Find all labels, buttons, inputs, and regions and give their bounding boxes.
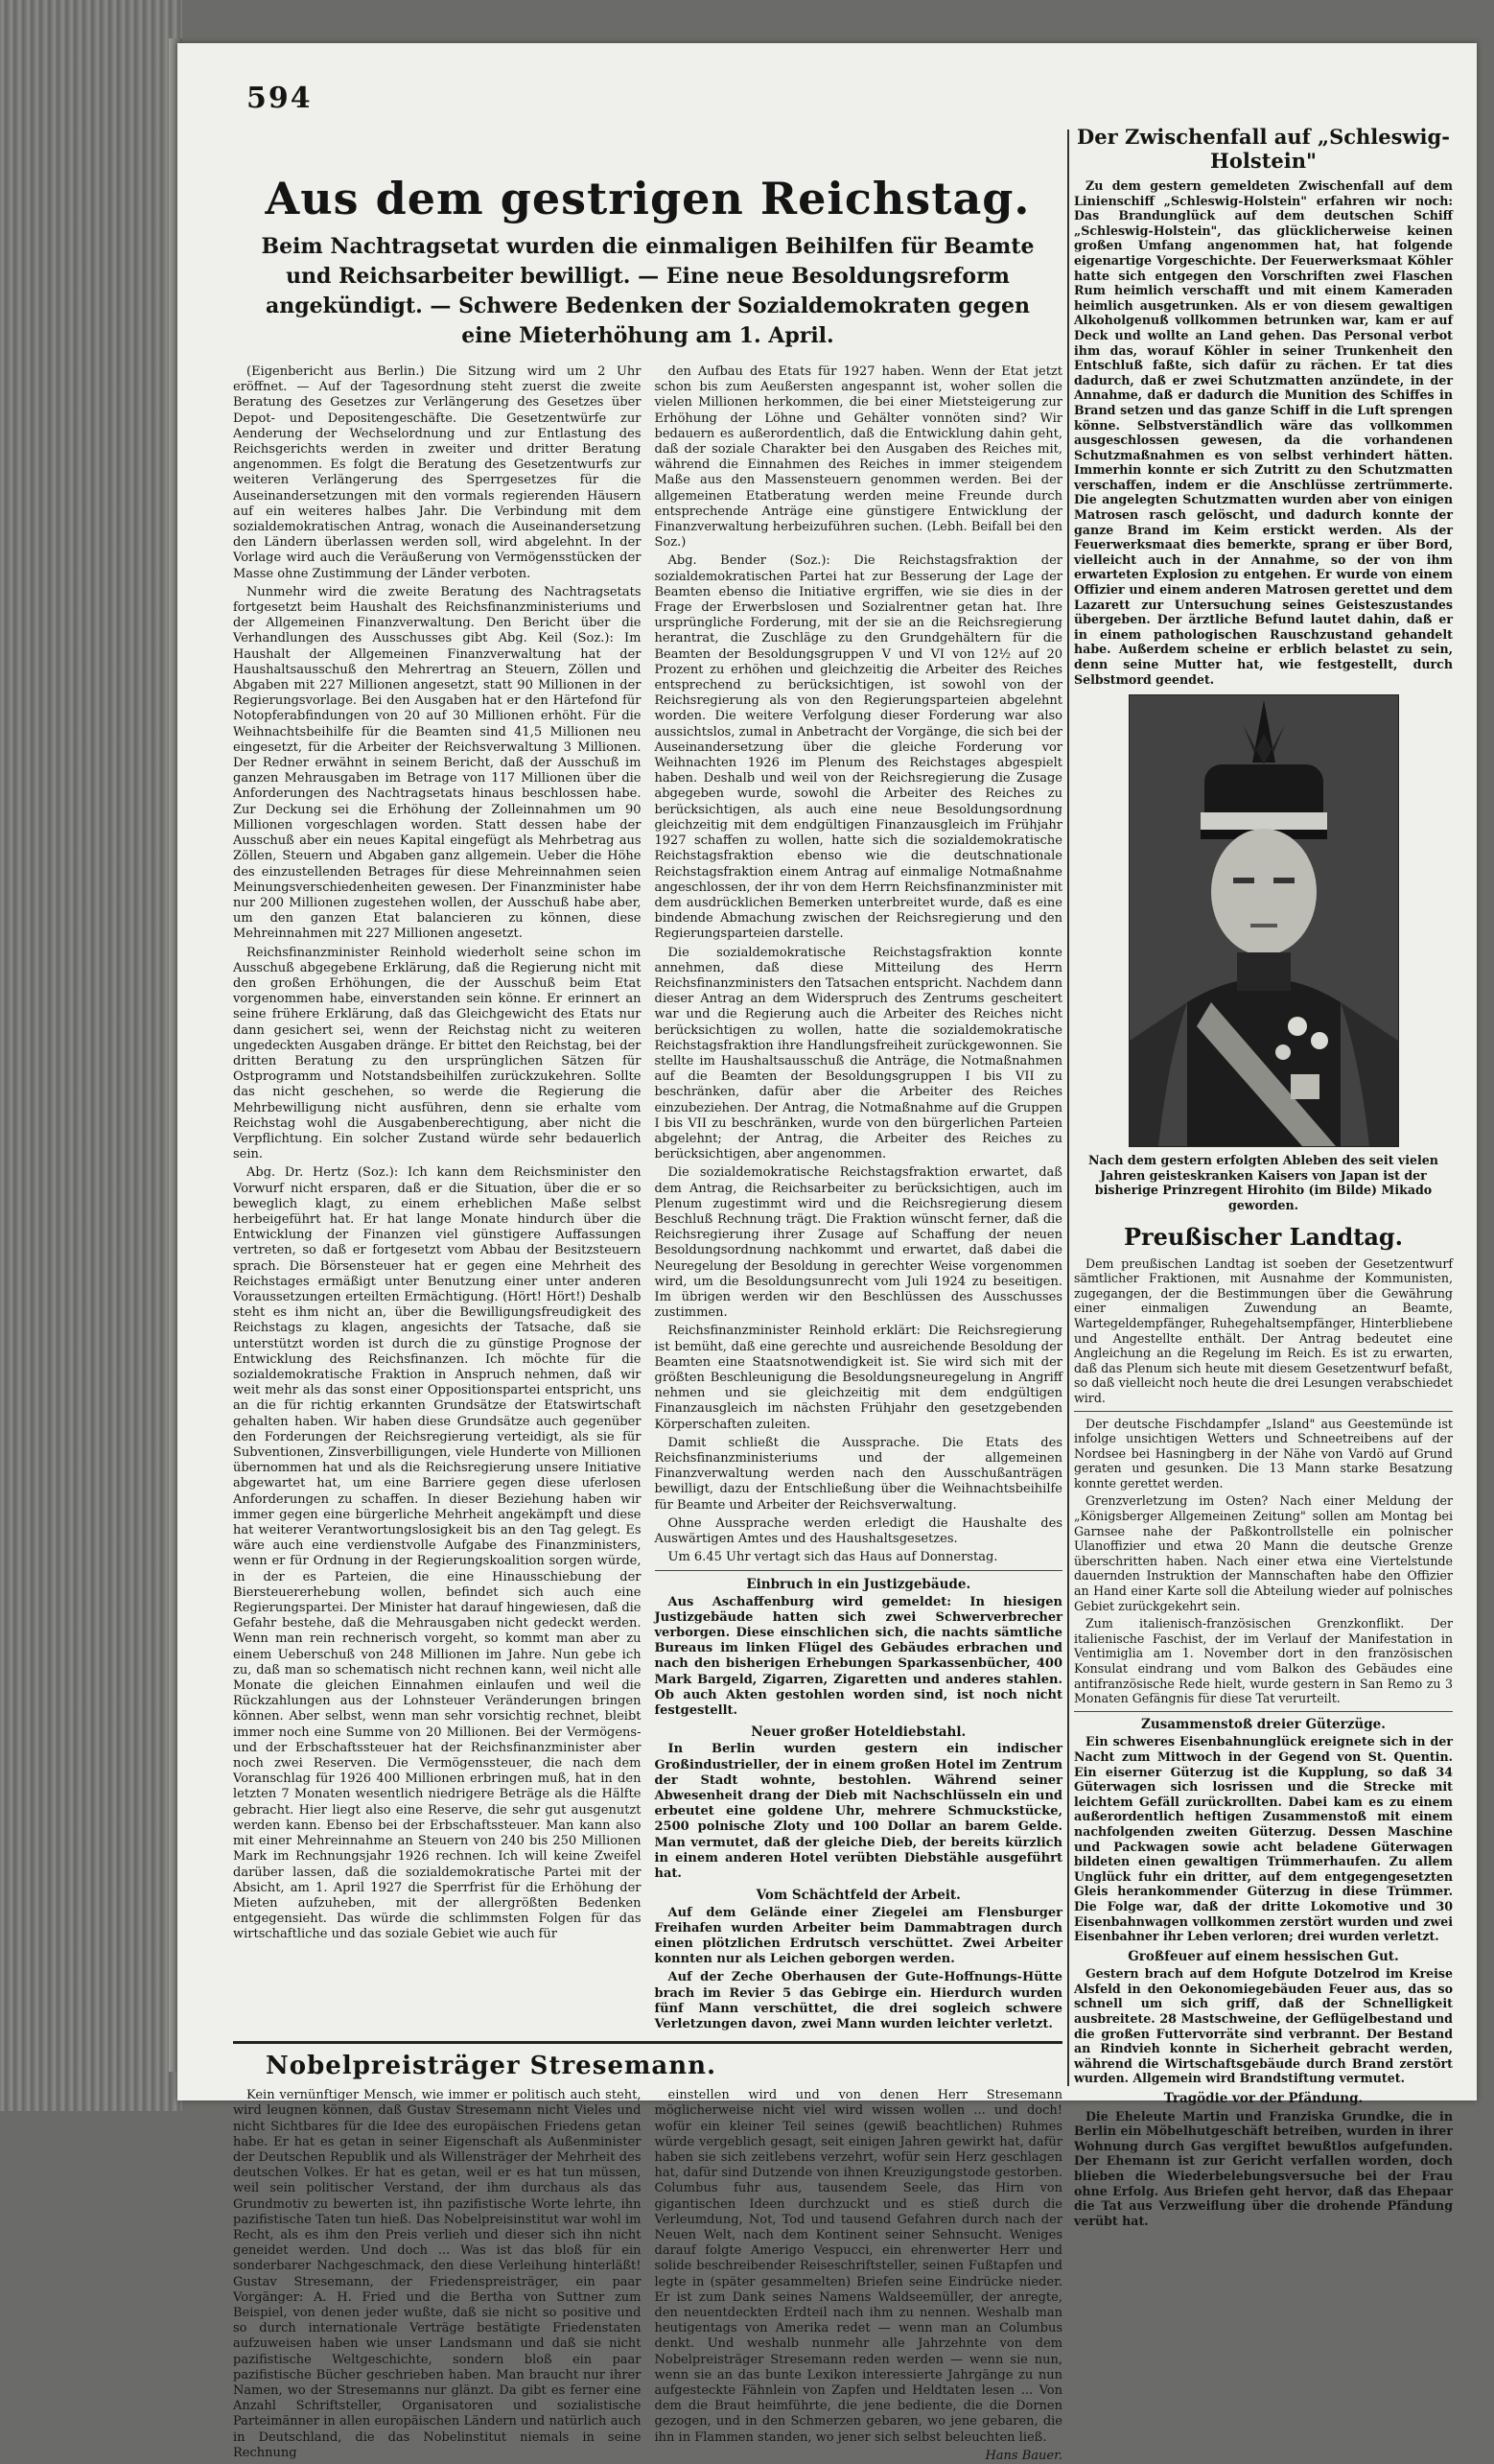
column-rule xyxy=(1067,129,1069,2086)
portrait-photo xyxy=(1129,694,1399,1147)
nobel-column-1 xyxy=(233,2088,642,2464)
news-headline: Neuer großer Hoteldiebstahl. xyxy=(751,1725,967,1741)
nobel-headline: Nobelpreisträger Stresemann. xyxy=(266,2052,717,2081)
news-headline: Tragödie vor der Pfändung. xyxy=(1163,2091,1364,2107)
news-text: Aus Aschaffenburg wird gemeldet: In hiesigen Justizgebäude hatten sich zwei Schwerverbrecher verborgen. Diese einschlichen sich, die nachts sämtliche Bureaus im linken Flügel des Gebäudes erbrachen und nach den bisherigen Erhebungen Sparkassenbücher, 400 Mark Bargeld, Zigarren, Zigaretten und anderes stahlen. Ob auch Akten gestohlen worden sind, ist noch nicht festgestellt. xyxy=(654,1594,1062,1719)
news-headline: Großfeuer auf einem hessischen Gut. xyxy=(1128,1948,1399,1964)
page-number: 594 xyxy=(246,82,313,115)
news-text: Die Eheleute Martin und Franziska Grundke, die in Berlin ein Möbelhutgeschäft betreiben, wurden in ihrer Wohnung durch Gas vergiftet bewußtlos aufgefunden. Der Ehemann ist zur Gericht verfallen worden, doch blieben die Wiederbelebungsversuche bei der Frau ohne Erfolg. Aus Briefen geht hervor, daß das Ehepaar die Tat aus Verzweiflung über die drohende Pfändung verübt hat. xyxy=(1074,2108,1453,2228)
paragraph: Abg. Dr. Hertz (Soz.): Ich kann dem Reichsminister den Vorwurf nicht ersparen, daß er die Situation, über die er so beweglich klagt, zu einem erheblichen Maße selbst herbeigeführt hat. Er hat lange Monate hindurch über die Entwicklung der Finanzen viel günstigere Auffassungen vertreten, so daß er fortgesetzt vom Abbau der Besitzsteuern sprach. Die Börsensteuer hat er gegen eine Mehrheit des Reichstages ermäßigt unter Benutzung einer unter anderen Voraussetzungen erteilten Ermächtigung. (Hört! Hört!) Deshalb steht es ihm nicht an, über die Bewilligungsfreudigkeit des Reichstags zu klagen, angesichts der Tatsache, daß sie unterstützt worden ist durch die zu günstige Prognose der Entwicklung des Reichsfinanzen. Ich möchte für die sozialdemokratische Fraktion in Anspruch nehmen, daß wir weit mehr als das sonst einer Oppositionspartei entspricht, uns an die für richtig erkannten Grundsätze der Etatswirtschaft gehalten haben. Wir haben diese Grundsätze auch gegenüber den Forderungen der Reichsregierung verteidigt, als sie für Subventionen, Zinsverbilligungen, viele Hunderte von Millionen übernommen hat und als die Reichsregierung unsere Initiative abgewartet hat, um eine Barriere gegen diese uferlosen Anforderungen zu schaffen. In dieser Beziehung haben wir immer gegen eine bürgerliche Mehrheit angekämpft und diese hat weiterer Verantwortungslosigkeit bis an den Tag gelegt. Es wäre auch eine verdienstvolle Aufgabe des Finanzministers, wenn er für Ordnung in der Regierungskoalition sorgen würde, in der es Parteien, die eine Hinausschiebung der Biersteuererhebung wollen, befindet sich auch eine Regierungspartei. Der Minister hat darauf hingewiesen, daß die Gefahr bestehe, daß die Mehrausgaben nicht gedeckt werden. Wenn man rein rechnerisch vorgeht, so kommt man aber zu einem Ueberschuß von 248 Millionen im Jahre. Nun gebe ich zu, daß man so schematisch nicht rechnen kann, weil nicht alle Monate die gleichen Einnahmen einlaufen und weil die Rückzahlungen aus der Lohnsteuer Veränderungen bringen können. Aber selbst, wenn man sehr vorsichtig rechnet, bleibt immer noch eine Summe von 20 Millionen. Bei der Vermögens- und der Erbschaftssteuer hat der Reichsfinanzminister aber noch zwei Reserven. Die Vermögenssteuer, die nach dem Voranschlag für 1926 400 Millionen erbringen muß, hat in den letzten 7 Monaten wesentlich niedrigere Beträge als die Hälfte gebracht. Hier liegt also eine Reserve, die sehr gut ausgenutzt werden kann. Ebenso bei der Erbschaftssteuer. Man kann also mit einer Mehreinnahme an Steuern von 240 bis 250 Millionen Mark im Rechnungsjahr 1926 rechnen. Ich will keine Zweifel darüber lassen, daß die sozialdemokratische Partei mit der Absicht, am 1. April 1927 die Sperrfrist für die Erhöhung der Mieten aufzuheben, mit der allergrößten Bedenken entgegensieht. Das würde die schlimmsten Folgen für das wirtschaftliche und das soziale Gebiet wie auch für xyxy=(233,1165,642,1942)
landtag-article xyxy=(1074,1256,1453,2229)
paragraph: (Eigenbericht aus Berlin.) Die Sitzung wird um 2 Uhr eröffnet. — Auf der Tagesordnung steht zuerst die zweite Beratung des Gesetzes zur Verlängerung des Gesetzes über Depot- und Depositengeschäfte. Die Gesetzentwürfe zur Aenderung der Wechselordnung und zur Entlastung des Reichsgerichts werden in zweiter und dritter Beratung angenommen. Es folgt die Beratung des Gesetzentwurfs zur weiteren Verlängerung des Sperrgesetzes für die Auseinandersetzungen mit den vormals regierenden Häusern auf ein weiteres halbes Jahr. Die Verbindung mit dem sozialdemokratischen Antrag, wonach die Auseinandersetzung den Ländern überlassen werden soll, wird abgelehnt. In der Vorlage wird auch die Veräußerung von Vermögensstücken der Masse ohne Zustimmung der Länder verboten. xyxy=(233,364,642,581)
main-subhead: Beim Nachtragsetat wurden die einmaligen Beihilfen für Beamte und Reichsarbeiter bewilligt. — Eine neue Besoldungsreform angekündigt. — Schwere Bedenken der Sozialdemokraten gegen eine Mieterhöhung am 1. April. xyxy=(261,234,1035,348)
divider xyxy=(655,1570,1063,1571)
news-text: Auf dem Gelände einer Ziegelei am Flensburger Freihafen wurden Arbeiter beim Dammabtragen durch einen plötzlichen Erdrutsch verschüttet. Zwei Arbeiter konnten nur als Leichen geborgen werden. xyxy=(654,1905,1062,1967)
book-spine xyxy=(0,0,182,2111)
author-signature: Hans Bauer. xyxy=(985,2448,1062,2463)
paragraph: den Aufbau des Etats für 1927 haben. Wenn der Etat jetzt schon bis zum Aeußersten angespannt ist, woher sollen die vielen Millionen herkommen, die bei einer Mietsteigerung zur Erhöhung der Löhne und Gehälter vonnöten sind? Wir bedauern es außerordentlich, daß die Entwicklung dahin geht, daß der soziale Charakter bei den Ausgaben des Reiches mit, während die Einnahmen des Reiches in immer steigendem Maße aus den Massensteuern genommen werden. Bei der allgemeinen Etatberatung werden meine Freunde durch entsprechende Anträge eine günstigere Entwicklung der Finanzverwaltung herbeizuführen suchen. (Lebh. Beifall bei den Soz.) xyxy=(654,364,1062,551)
paragraph: Abg. Bender (Soz.): Die Reichstagsfraktion der sozialdemokratischen Partei hat zur Besserung der Lage der Beamten ebenso die Initiative ergriffen, wie sie dies in der Frage der Erwerbslosen und Sozialrentner getan hat. Ihre ursprüngliche Forderung, mit der sie an die Reichsregierung herantrat, die Zuschläge zu den Grundgehältern für die Beamten der Besoldungsgruppen V und VI von 12½ auf 20 Prozent zu erhöhen und gleichzeitig die Arbeiter des Reiches entsprechend zu berücksichtigen, ist sowohl von der Reichsregierung als von den Regierungsparteien abgelehnt worden. Die weitere Verfolgung dieser Forderung war also aussichtslos, zumal in Anbetracht der Vorgänge, die sich bei der Auseinandersetzung über die gleiche Forderung vor Weihnachten 1926 im Plenum des Reichstages abgespielt haben. Deshalb und weil von der Reichsregierung die Zusage abgegeben wurde, sowohl die Arbeiter des Reiches zu berücksichtigen, als auch eine neue Besoldungsordnung gleichzeitig mit dem endgültigen Finanzausgleich im Frühjahr 1927 schaffen zu wollen, hatte sich die sozialdemokratische Reichstagsfraktion ebenso wie die deutschnationale Reichstagsfraktion einem Antrag auf einmalige Notmaßnahme angeschlossen, der ihr von dem Herrn Reichsfinanzminister mit dem ausdrücklichen Bemerken unterbreitet wurde, daß es eine bindende Abmachung zwischen der Reichsregierung und den Regierungsparteien darstelle. xyxy=(654,553,1062,942)
paragraph: Reichsfinanzminister Reinhold erklärt: Die Reichsregierung ist bemüht, daß eine gerechte und ausreichende Besoldung der Beamten eine Staatsnotwendigkeit ist. Sie wird sich mit der größten Beschleunigung die Besoldungsneuregelung in Angriff nehmen und sie gleichzeitig mit dem endgültigen Finanzausgleich im nächsten Frühjahr den gesetzgebenden Körperschaften zuleiten. xyxy=(654,1324,1062,1432)
note-text: Zum italienisch-französischen Grenzkonflikt. Der italienische Faschist, der im Verlauf der Manifestation in Ventimiglia am 1. November dort in den französischen Konsulat eindrang und vom Balkon des Gebäudes eine antifranzösische Rede hielt, wurde gestern in San Remo zu 3 Monaten Gefängnis für diese Tat verurteilt. xyxy=(1074,1616,1453,1706)
paragraph: Damit schließt die Aussprache. Die Etats des Reichsfinanzministeriums und der allgemeinen Finanzverwaltung werden nach den Ausschußanträgen bewilligt, dazu der Entschließung über die Weihnachtsbeihilfe für Beamte und Arbeiter der Reichsverwaltung. xyxy=(654,1435,1062,1513)
news-text: In Berlin wurden gestern ein indischer Großindustrieller, der in einem großen Hotel im Zentrum der Stadt wohnte, bestohlen. Während seiner Abwesenheit drang der Dieb mit Nachschlüsseln ein und erbeutet eine goldene Uhr, mehrere Schmuckstücke, 2500 polnische Zloty und 100 Dollar an barem Gelde. Man vermutet, daß der gleiche Dieb, der bereits kürzlich in einem anderen Hotel verübten Diebstähle ausgeführt hat. xyxy=(654,1742,1062,1882)
sidebar-article xyxy=(1074,178,1453,687)
news-text: Gestern brach auf dem Hofgute Dotzelrod im Kreise Alsfeld in den Oekonomiegebäuden Feuer aus, das so schnell um sich griff, daß der Schnelligkeit ausbreitete. 28 Mastschweine, der Geflügelbestand und die großen Futtervorräte sind verbrannt. Der Bestand an Rindvieh konnte in Sicherheit gebracht werden, während die Wirtschaftsgebäude durch Brand zerstört wurden. Allgemein wird Brandstiftung vermutet. xyxy=(1074,1966,1453,2086)
landtag-headline: Preußischer Landtag. xyxy=(1123,1222,1404,1251)
news-headline: Zusammenstoß dreier Güterzüge. xyxy=(1141,1716,1386,1732)
main-headline: Aus dem gestrigen Reichstag. xyxy=(265,173,1031,224)
news-text: Auf der Zeche Oberhausen der Gute-Hoffnungs-Hütte brach im Revier 5 das Gebirge ein. Hierdurch wurden fünf Mann verschüttet, die drei sogleich schwere Verletzungen davon, zwei Mann wurden leichter verletzt. xyxy=(654,1970,1062,2031)
main-article xyxy=(233,120,1062,2464)
paragraph: Kein vernünftiger Mensch, wie immer er politisch auch steht, wird leugnen können, daß Gustav Stresemann nicht Vieles und nicht Sichtbares für die Idee des europäischen Friedens getan habe. Er hat es getan in seiner Eigenschaft als Außenminister der Deutschen Republik und als Willensträger der Mehrheit des deutschen Volkes. Er hat es getan, weil er es hat tun müssen, weil sein politischer Verstand, der ihm durchaus als das Grundmotiv zu bewerten ist, ihn pazifistische Worte lehrte, ihn pazifistische Taten tun hieß. Das Nobelpreisinstitut war wohl im Recht, als es ihm den Preis verlieh und dieser sich ihn nicht geneidet werden. Und doch ... Was ist das bloß für ein sonderbarer Nachgeschmack, den diese Verleihung hinterläßt! Gustav Stresemann, der Friedenspreisträger, ein paar Vorgänger: A. H. Fried und die Bertha von Suttner zum Beispiel, von denen jeder wußte, daß sie nicht so positive und so durch internationale Verträge bestätigte Friedenstaten aufzuweisen haben wie unser Landsmann und daß sie nicht pazifistische Weltgeschichte, sondern bloß ein paar pazifistische Bücher geschrieben haben. Man braucht nur ihrer Namen, wo der Stresemanns nur glänzt. Da gibt es ferner eine Anzahl Schriftsteller, Organisatoren und sozialistische Parteimänner in allen europäischen Ländern und natürlich auch in Deutschland, die das Nobelinstitut niemals in seine Rechnung xyxy=(233,2088,642,2460)
paragraph: Zu dem gestern gemeldeten Zwischenfall auf dem Linienschiff „Schleswig-Holstein" erfahren wir noch: Das Brandunglück auf dem deutschen Schiff „Schleswig-Holstein", das glücklicherweise keinen großen Umfang angenommen hat, hat folgende eigenartige Vorgeschichte. Der Feuerwerksmaat Köhler hatte sich entgegen den Vorschriften zwei Flaschen Rum heimlich verschafft und mit einem Kameraden heimlich ausgetrunken. Als er von diesem gewaltigen Alkoholgenuß vollkommen betrunken war, kam er auf Deck und wollte an Land gehen. Das Personal verbot ihm das, worauf Köhler in seiner Trunkenheit den Entschluß faßte, sich dafür zu rächen. Er tat dies dadurch, daß er zwei Schutzmatten anzündete, in der Annahme, daß er dadurch die Munition des Schiffes in Brand setzen und das ganze Schiff in die Luft sprengen könne. Selbstverständlich wäre das vollkommen ausgeschlossen gewesen, da die vorhandenen Schutzmaßnahmen es von selbst verhindert hätten. Immerhin konnte er sich Zutritt zu den Schutzmatten verschaffen, indem er die Anschlüsse zertrümmerte. Die angelegten Schutzmatten wurden aber von einigen Matrosen rasch gelöscht, und dadurch konnte der ganze Brand im Keim erstickt werden. Als der Feuerwerksmaat dies bemerkte, sprang er über Bord, vielleicht auch in der Annahme, so der von ihm erwarteten Explosion zu entgehen. Er wurde von einem Offizier und einem anderen Matrosen gerettet und dem Lazarett zur Untersuchung seines Geisteszustandes übergeben. Der ärztliche Befund lautet dahin, daß er in einem pathologischen Rauschzustand gehandelt habe. Außerdem scheine er erblich belastet zu sein, denn seine Mutter hat, wie festgestellt, durch Selbstmord geendet. xyxy=(1074,178,1453,687)
divider xyxy=(1074,1711,1453,1712)
paragraph: Die sozialdemokratische Reichstagsfraktion konnte annehmen, daß diese Mitteilung des Herrn Reichsfinanzministers den Tatsachen entspricht. Nachdem dann dieser Antrag an dem Widerspruch des Zentrums gescheitert war und die Regierung auch die Arbeiter des Reiches nicht berücksichtigen zu wollen, hatte die sozialdemokratische Reichstagsfraktion ihre Handlungsfreiheit zurückgewonnen. Sie stellte im Haushaltsausschuß die Anträge, die Notmaßnahmen auf die Beamten der Besoldungsgruppen I bis VII zu beschränken, dafür aber die Arbeiter des Reiches einzubeziehen. Der Antrag, die Notmaßnahme auf die Gruppen I bis VII zu beschränken, wurde von den bürgerlichen Parteien abgelehnt; der Antrag, die Arbeiter des Reiches zu berücksichtigen, aber angenommen. xyxy=(654,945,1062,1162)
sidebar xyxy=(1074,125,1453,2231)
paragraph: Um 6.45 Uhr vertagt sich das Haus auf Donnerstag. xyxy=(667,1550,998,1565)
paragraph: Nunmehr wird die zweite Beratung des Nachtragsetats fortgesetzt beim Haushalt des Reichsfinanzministeriums und der Allgemeinen Finanzverwaltung. Den Bericht über die Verhandlungen des Ausschusses gibt Abg. Keil (Soz.): Im Haushalt der Allgemeinen Finanzverwaltung hat der Haushaltsausschuß den Mehrertrag an Steuern, Zöllen und Abgaben mit 227 Millionen angesetzt, statt 90 Millionen in der Regierungsvorlage. Bei den Ausgaben hat er den Härtefond für Notopferabfindungen von 20 auf 30 Millionen erhöht. Für die Weihnachtsbeihilfe für die Beamten sind 41,5 Millionen neu eingesetzt, für die Arbeiter der Reichsverwaltung 3 Millionen. Der Redner erwähnt in seinem Bericht, daß der Ausschuß im ganzen Mehrausgaben im Betrage von 117 Millionen über die Anforderungen des Nachtragsetats hinaus beschlossen habe. Zur Deckung sei die Erhöhung der Zolleinnahmen um 90 Millionen vorgeschlagen worden. Statt dessen habe der Ausschuß aber ein neues Kapital eingefügt als Mehrbetrag aus Zöllen, Steuern und Abgaben ganz allgemein. Ueber die Höhe des einzustellenden Betrages für diese Mehreinnahmen seien Meinungsverschiedenheiten gewesen. Der Finanzminister habe nur 200 Millionen zugestehen wollen, der Ausschuß habe aber, um den ganzen Etat balancieren zu können, diese Mehreinnahmen mit 227 Millionen angesetzt. xyxy=(233,584,642,942)
paragraph: Dem preußischen Landtag ist soeben der Gesetzentwurf sämtlicher Fraktionen, mit Ausnahme der Kommunisten, zugegangen, der die Bestimmungen über die Gewährung einer einmaligen Zuwendung an Beamte, Wartegeldempfänger, Ruhegehaltsempfänger, Hinterbliebene und Angestellte enthält. Der Antrag bedeutet eine Angleichung an die Regelung im Reich. Es ist zu erwarten, daß das Plenum sich heute mit diesem Gesetzentwurf befaßt, so daß vielleicht noch heute die drei Lesungen verabschiedet wird. xyxy=(1074,1255,1453,1405)
note-text: Grenzverletzung im Osten? Nach einer Meldung der „Königsberger Allgemeinen Zeitung" sollen am Montag bei Garnsee nahe der Paßkontrollstelle ein polnischer Ulanoffizier und etwa 20 Mann die deutsche Grenze überschritten haben. Nach einer etwa eine Viertelstunde dauernden Instruktion der Mannschaften habe den Offizier an Hand einer Karte soll die Abteilung wieder auf polnisches Gebiet zurückgekehrt sein. xyxy=(1074,1493,1453,1613)
main-column-1 xyxy=(233,364,642,2035)
nobel-column-2 xyxy=(655,2088,1063,2464)
main-column-2 xyxy=(655,364,1063,2035)
paragraph: Die sozialdemokratische Reichstagsfraktion erwartet, daß dem Antrag, die Reichsarbeiter zu berücksichtigen, auch im Plenum zugestimmt wird und die Reichsregierung diesem Beschluß Rechnung trägt. Die Fraktion wünscht ferner, daß die Reichsregierung ihrer Zusage auf Schaffung der neuen Besoldungsordnung nachkommt und erwartet, daß dabei die Neuregelung der Besoldung in gerechter Weise vorgenommen wird, um die Besoldungsunrecht vom Juli 1924 zu beseitigen. Im übrigen werden wir den Beschlüssen des Ausschusses zustimmen. xyxy=(654,1165,1062,1321)
paragraph: Ohne Aussprache werden erledigt die Haushalte des Auswärtigen Amtes und des Haushaltsgesetzes. xyxy=(654,1515,1062,1547)
portrait-illustration xyxy=(1130,695,1398,1146)
nobel-columns xyxy=(233,2088,1062,2464)
main-columns xyxy=(233,364,1062,2035)
paragraph: einstellen wird und von denen Herr Stresemann möglicherweise nicht viel wird wissen wollen ... und doch! wofür ein kleiner Teil seines (gewiß beachtlichen) Ruhmes würde vergeblich gesagt, seit einigen Jahren gewirkt hat, dafür haben sie sich zeitlebens verzehrt, wofür sein Herz geschlagen hat, dafür sind Dutzende von ihnen Kreuzigungstode gestorben. Columbus fuhr aus, tausendem Seele, das Hirn von gigantischen Ideen durchzuckt und es stieß durch die Verleumdung, Not, Tod und tausend Gefahren durch nach der Neuen Welt, nach dem Kontinent seiner Sehnsucht. Weniges darauf folgte Amerigo Vespucci, ein ehrenwerter Herr und solide beschreibender Reiseschriftsteller, seinen Fußtapfen und legte in (später gesammelten) Briefen seine Eindrücke nieder. Er ist zum Dank seines Namens Waldseemüller, der anregte, den neuentdeckten Erdteil nach ihm zu nennen. Weshalb man heutigentags von Amerika redet — wenn man an Columbus denkt. Und weshalb nunmehr alle Jahrzehnte von dem Nobelpreisträger Stresemann reden werden — wenn sie nun, wenn sie an das bunte Lexikon interessierte Jahrgänge zu nun aufgesteckte Fähnlein von Zapfen und Heldtaten lesen ... Von dem die Braut heimführte, die jene bediente, die die Dornen gezogen, und in den Schmerzen gebaren, wo jene gebaren, die ihn in Flammen standen, wo jener sich selbst beleuchten ließ. xyxy=(654,2088,1062,2445)
news-headline: Vom Schächtfeld der Arbeit. xyxy=(756,1888,961,1904)
section-rule xyxy=(233,2041,1062,2044)
news-text: Ein schweres Eisenbahnunglück ereignete sich in der Nacht zum Mittwoch in der Gegend von St. Quentin. Ein eiserner Güterzug ist die Kupplung, so daß 34 Güterwagen sich losrissen und die Strecke mit leichtem Gefäll zurückrollten. Dabei kam es zu einem außerordentlich heftigen Zusammenstoß mit einem nachfolgenden zweiten Güterzug. Dessen Maschine und Packwagen sowie acht beladene Güterwagen bildeten einen gewaltigen Trümmerhaufen. Zu allem Unglück fuhr ein dritter, auf dem entgegengesetzten Gleis herankommender Güterzug in diese Trümmer. Die Folge war, daß der dritte Lokomotive und 30 Eisenbahnwagen vollkommen zerstört wurden und zwei Eisenbahner ihr Leben verloren; drei wurden verletzt. xyxy=(1074,1734,1453,1944)
divider xyxy=(1074,1411,1453,1412)
paragraph: Reichsfinanzminister Reinhold wiederholt seine schon im Ausschuß abgegebene Erklärung, daß die Regierung nicht mit den großen Erhöhungen, die der Ausschuß beim Etat vorgenommen habe, einverstanden sein könne. Er erinnert an seine frühere Erklärung, daß das Gleichgewicht des Etats nur dann gesichert sei, wenn der Reichstag nicht zu weiteren ungedeckten Ausgaben dränge. Er bittet den Reichstag, bei der dritten Beratung zu den ursprünglichen Sätzen für Ostprogramm und Notstandsbeihilfen zurückzukehren. Sollte das nicht geschehen, so werde die Regierung die Mehrbewilligung nicht ausführen, denn sie erhalte vom Reichstag wohl die Ausgabenberechtigung, aber nicht die Verpflichtung. Ein solcher Zustand würde sehr bedauerlich sein. xyxy=(233,945,642,1162)
note-text: Der deutsche Fischdampfer „Island" aus Geestemünde ist infolge unsichtigen Wetters und Schneetreibens auf der Nordsee bei Hasningberg in der Nähe von Vardö auf Grund geraten und gesunken. Die 13 Mann starke Besatzung konnte gerettet werden. xyxy=(1074,1416,1453,1490)
news-headline: Einbruch in ein Justizgebäude. xyxy=(746,1577,971,1593)
photo-caption: Nach dem gestern erfolgten Ableben des seit vielen Jahren geisteskranken Kaisers von Japan ist der bisherige Prinzregent Hirohito (im Bilde) Mikado geworden. xyxy=(1088,1153,1438,1212)
newspaper-page xyxy=(177,43,1477,2463)
sidebar-headline: Der Zwischenfall auf „Schleswig-Holstein" xyxy=(1077,125,1450,173)
